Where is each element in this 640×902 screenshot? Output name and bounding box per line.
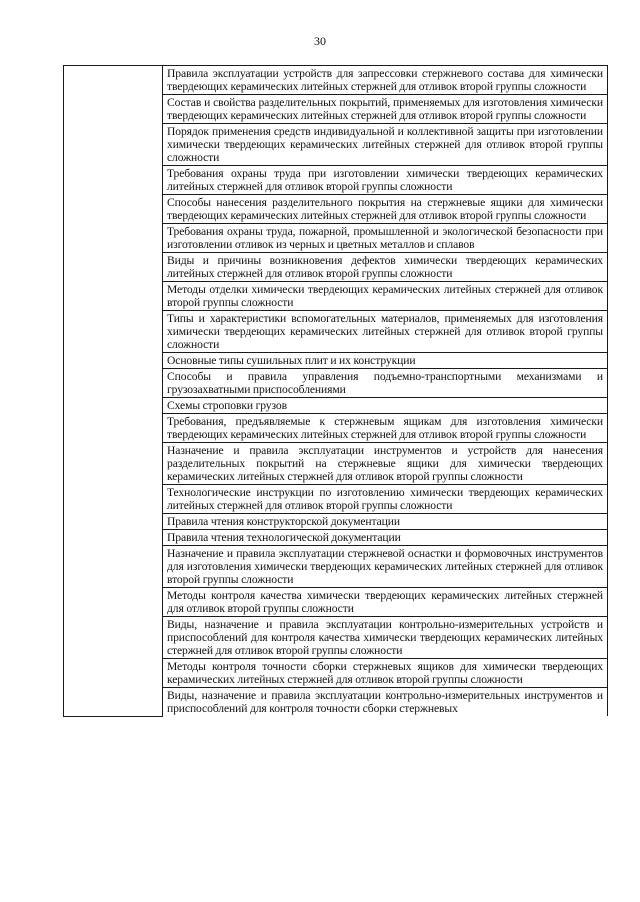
requirement-text: Требования охраны труда при изготовлении химически твердеющих керамических литейных стержней для отливок второй группы сложности — [167, 167, 603, 193]
requirement-cell — [163, 66, 608, 95]
requirement-cell — [163, 166, 608, 195]
requirement-cell — [163, 398, 608, 414]
requirement-cell — [163, 282, 608, 311]
requirement-cell — [163, 588, 608, 617]
requirement-text: Состав и свойства разделительных покрытий, применяемых для изготовления химически твердеющих керамических литейных стержней для отливок второй группы сложности — [167, 96, 603, 122]
requirement-text: Правила чтения технологической документации — [167, 531, 401, 544]
requirement-cell — [163, 253, 608, 282]
requirement-cell — [163, 485, 608, 514]
requirement-text: Основные типы сушильных плит и их конструкции — [167, 354, 416, 367]
requirement-cell — [163, 617, 608, 659]
page-number: 30 — [314, 34, 326, 48]
requirement-text: Требования, предъявляемые к стержневым ящикам для изготовления химически твердеющих керамических литейных стержней для отливок второй группы сложности — [167, 415, 603, 441]
requirement-text: Способы и правила управления подъемно-транспортными механизмами и грузозахватными приспособлениями — [167, 370, 603, 396]
knowledge-table — [63, 65, 608, 717]
requirement-cell — [163, 195, 608, 224]
requirement-cell — [163, 369, 608, 398]
table-row — [64, 66, 608, 95]
requirement-text: Требования охраны труда, пожарной, промышленной и экологической безопасности при изготовлении отливок из черных и цветных металлов и сплавов — [167, 225, 603, 251]
requirement-cell — [163, 311, 608, 353]
requirement-text: Типы и характеристики вспомогательных материалов, применяемых для изготовления химически твердеющих керамических литейных стержней для отливок второй группы сложности — [167, 312, 603, 351]
requirement-cell — [163, 659, 608, 688]
requirement-text: Виды, назначение и правила эксплуатации контрольно-измерительных инструментов и приспособлений для контроля точности сборки стержневых — [167, 689, 603, 715]
requirement-cell — [163, 546, 608, 588]
requirement-text: Методы контроля точности сборки стержневых ящиков для химически твердеющих керамических литейных стержней для отливок второй группы сложности — [167, 660, 603, 686]
requirement-text: Методы отделки химически твердеющих керамических литейных стержней для отливок второй группы сложности — [167, 283, 603, 309]
requirement-cell — [163, 414, 608, 443]
requirement-cell — [163, 95, 608, 124]
left-column-cell — [64, 66, 163, 717]
requirement-text: Схемы строповки грузов — [167, 399, 287, 412]
requirement-text: Порядок применения средств индивидуальной и коллективной защиты при изготовлении химически твердеющих керамических литейных стержней для отливок второй группы сложности — [167, 125, 603, 164]
requirement-text: Назначение и правила эксплуатации стержневой оснастки и формовочных инструментов для изготовления химически твердеющих керамических литейных стержней для отливок второй группы сложности — [167, 547, 603, 586]
requirement-text: Методы контроля качества химически твердеющих керамических литейных стержней для отливок второй группы сложности — [167, 589, 603, 615]
requirement-cell — [163, 224, 608, 253]
requirement-text: Технологические инструкции по изготовлению химически твердеющих керамических литейных стержней для отливок второй группы сложности — [167, 486, 603, 512]
requirement-text: Способы нанесения разделительного покрытия на стержневые ящики для химически твердеющих керамических литейных стержней для отливок второй группы сложности — [167, 196, 603, 222]
requirement-text: Правила эксплуатации устройств для запрессовки стержневого состава для химически твердеющих керамических литейных стержней для отливок второй группы сложности — [167, 67, 603, 93]
requirement-cell — [163, 353, 608, 369]
knowledge-table-body — [64, 66, 608, 717]
requirement-cell — [163, 443, 608, 485]
requirement-cell — [163, 124, 608, 166]
requirement-text: Назначение и правила эксплуатации инструментов и устройств для нанесения разделительных покрытий на стержневые ящики для химически твердеющих керамических литейных стержней для отливок второй группы сложности — [167, 444, 603, 483]
requirement-cell — [163, 530, 608, 546]
requirement-cell — [163, 514, 608, 530]
requirement-text: Виды и причины возникновения дефектов химически твердеющих керамических литейных стержней для отливок второй группы сложности — [167, 254, 603, 280]
requirement-cell — [163, 688, 608, 717]
requirement-text: Виды, назначение и правила эксплуатации контрольно-измерительных устройств и приспособлений для контроля качества химически твердеющих керамических литейных стержней для отливок второй группы сложности — [167, 618, 603, 657]
requirement-text: Правила чтения конструкторской документации — [167, 515, 400, 528]
